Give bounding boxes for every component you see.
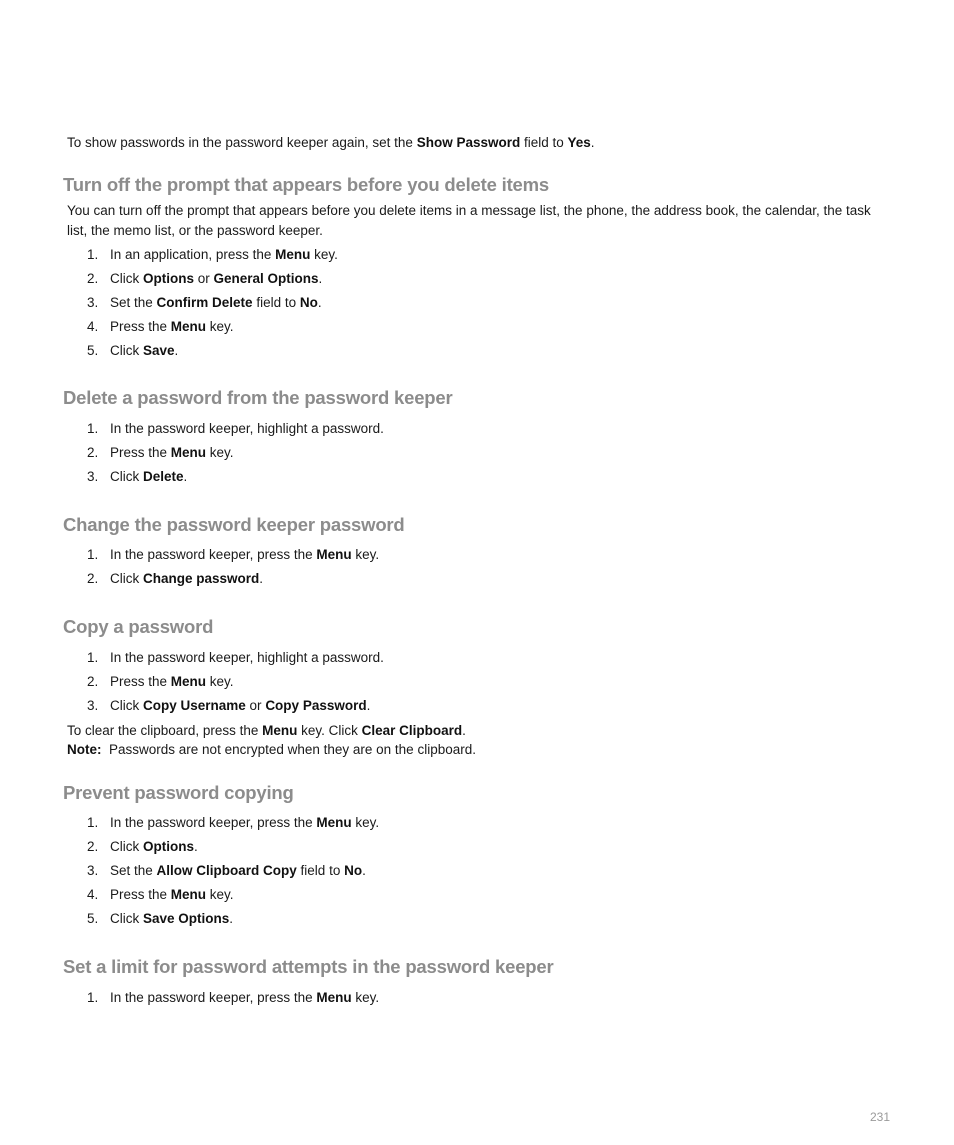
step-item: 3. Click Delete. [87, 469, 188, 484]
steps-list [0, 811, 900, 931]
step-item: 4. Press the Menu key. [87, 887, 234, 902]
intro-paragraph: To show passwords in the password keeper again, set the Show Password field to Yes. [67, 135, 595, 150]
steps-list [0, 646, 900, 718]
step-item: 5. Click Save Options. [87, 911, 234, 926]
step-item: 3. Click Copy Username or Copy Password. [87, 698, 371, 713]
section-heading: Copy a password [63, 616, 214, 637]
section-heading: Delete a password from the password keeper [63, 387, 453, 408]
note-label: Note: [67, 742, 102, 757]
step-item: 1. In the password keeper, press the Menu key. [87, 815, 380, 830]
step-item: 3. Set the Confirm Delete field to No. [87, 295, 322, 310]
step-item: 3. Set the Allow Clipboard Copy field to No. [87, 863, 366, 878]
page-number: 231 [869, 1110, 890, 1124]
section-heading: Turn off the prompt that appears before you delete items [63, 174, 549, 195]
step-item: 2. Click Change password. [87, 571, 264, 586]
section-paragraph: You can turn off the prompt that appears before you delete items in a message list, the phone, the address book, the calendar, the task list, the memo list, or the password keeper. [67, 203, 871, 238]
step-item: 2. Press the Menu key. [87, 445, 234, 460]
clear-clipboard-paragraph: To clear the clipboard, press the Menu key. Click Clear Clipboard. [67, 723, 466, 738]
step-item: 1. In the password keeper, highlight a password. [87, 650, 384, 665]
step-item: 2. Press the Menu key. [87, 674, 234, 689]
steps-list [0, 986, 900, 1010]
step-item: 1. In the password keeper, highlight a password. [87, 421, 384, 436]
steps-list [0, 543, 900, 591]
steps-list [0, 417, 900, 489]
note-text: Passwords are not encrypted when they are on the clipboard. [109, 742, 476, 757]
section-heading: Change the password keeper password [63, 514, 405, 535]
steps-list [0, 243, 900, 363]
step-item: 4. Press the Menu key. [87, 319, 234, 334]
step-item: 2. Click Options or General Options. [87, 271, 323, 286]
step-item: 2. Click Options. [87, 839, 198, 854]
step-item: 1. In an application, press the Menu key. [87, 247, 338, 262]
step-item: 1. In the password keeper, press the Menu key. [87, 547, 380, 562]
note-paragraph [67, 740, 476, 759]
section-heading: Prevent password copying [63, 782, 294, 803]
step-item: 5. Click Save. [87, 343, 179, 358]
step-item: 1. In the password keeper, press the Menu key. [87, 990, 380, 1005]
section-heading: Set a limit for password attempts in the password keeper [63, 956, 554, 977]
